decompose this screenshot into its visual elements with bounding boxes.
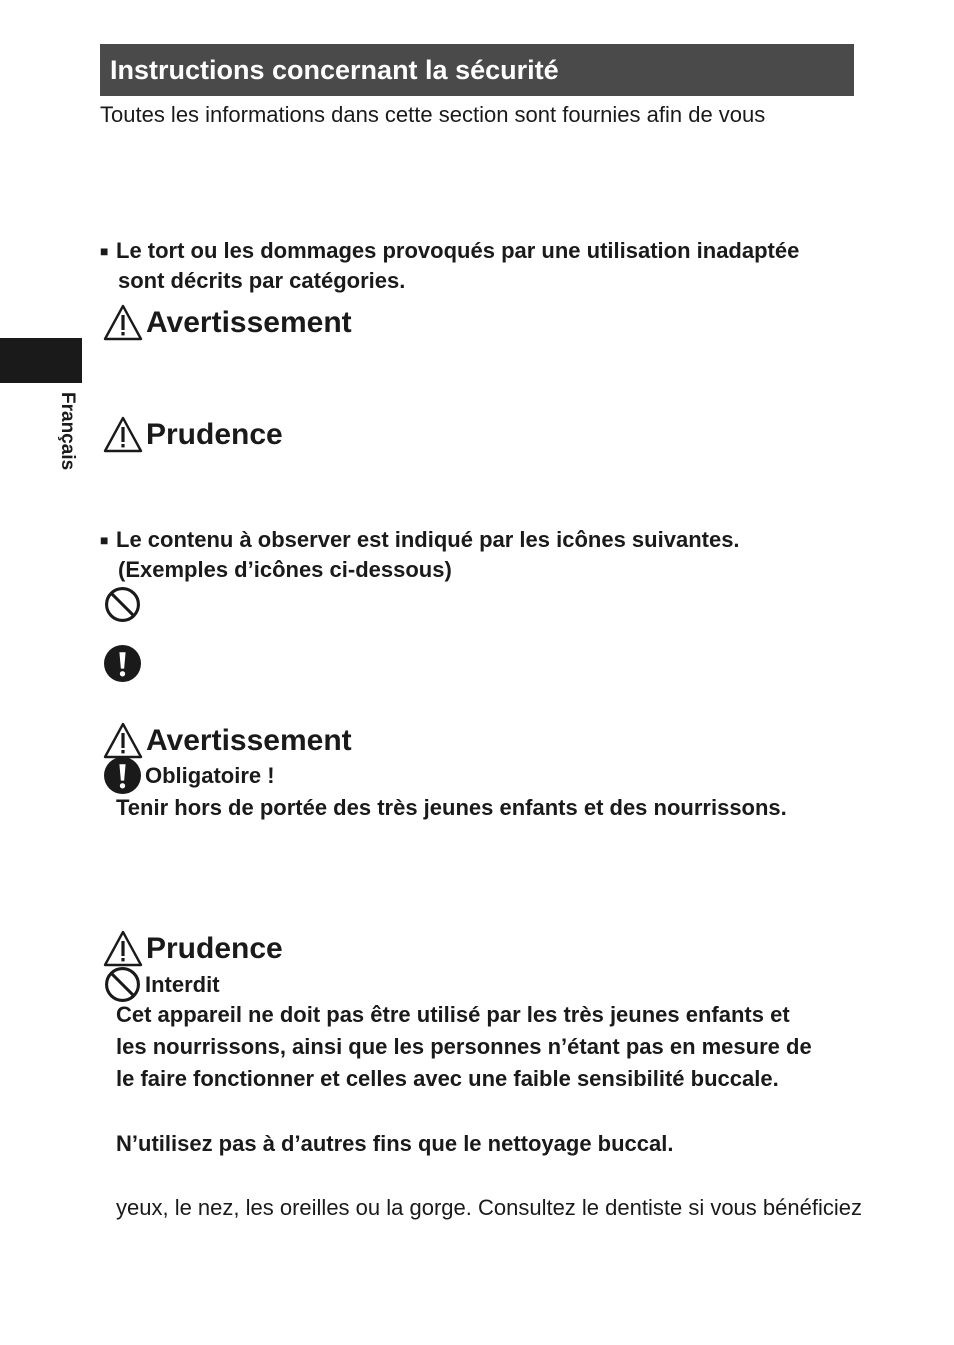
- caution-paragraph-1: Cet appareil ne doit pas être utilisé par les très jeunes enfants et les nourrissons, ainsi que les personnes n’étant pas en mesure de le faire fonctionner et celles avec une faible sensibilité buccale.: [116, 1002, 812, 1091]
- bullet-icon-legend: ■ Le contenu à observer est indiqué par les icônes suivantes. (Exemples d’icônes ci-dessous): [100, 527, 740, 582]
- mandatory-icon: [104, 645, 141, 682]
- caution-paragraph-2: N’utilisez pas à d’autres fins que le nettoyage buccal.: [116, 1131, 674, 1156]
- warning-triangle-icon: [103, 930, 143, 967]
- warning-section-title: Avertissement: [103, 722, 352, 759]
- caution-paragraph-3: yeux, le nez, les oreilles ou la gorge. Consultez le dentiste si vous bénéficiez: [116, 1195, 862, 1220]
- warning-triangle-icon: [103, 304, 143, 341]
- warning-text: Tenir hors de portée des très jeunes enfants et des nourrissons.: [116, 795, 787, 820]
- prohibited-icon: [104, 966, 141, 1003]
- side-language-label: Français: [57, 392, 78, 471]
- bullet-square-icon: ■: [100, 243, 109, 259]
- bullet-damage-categories: ■ Le tort ou les dommages provoqués par une utilisation inadaptée sont décrits par catégories.: [100, 238, 800, 293]
- mandatory-label: Obligatoire !: [104, 757, 275, 794]
- category-caution: Prudence: [103, 416, 283, 453]
- category-warning: Avertissement: [103, 304, 352, 341]
- bullet-square-icon: ■: [100, 532, 109, 548]
- warning-triangle-icon: [103, 722, 143, 759]
- warning-triangle-icon: [103, 416, 143, 453]
- section-title: Instructions concernant la sécurité: [100, 44, 854, 96]
- mandatory-icon: [104, 757, 141, 794]
- side-tab-marker: [0, 338, 82, 383]
- intro-text: Toutes les informations dans cette section sont fournies afin de vous: [100, 102, 766, 127]
- caution-section-title: Prudence: [103, 930, 283, 967]
- prohibited-icon: [104, 586, 141, 623]
- prohibited-label: Interdit: [104, 966, 220, 1003]
